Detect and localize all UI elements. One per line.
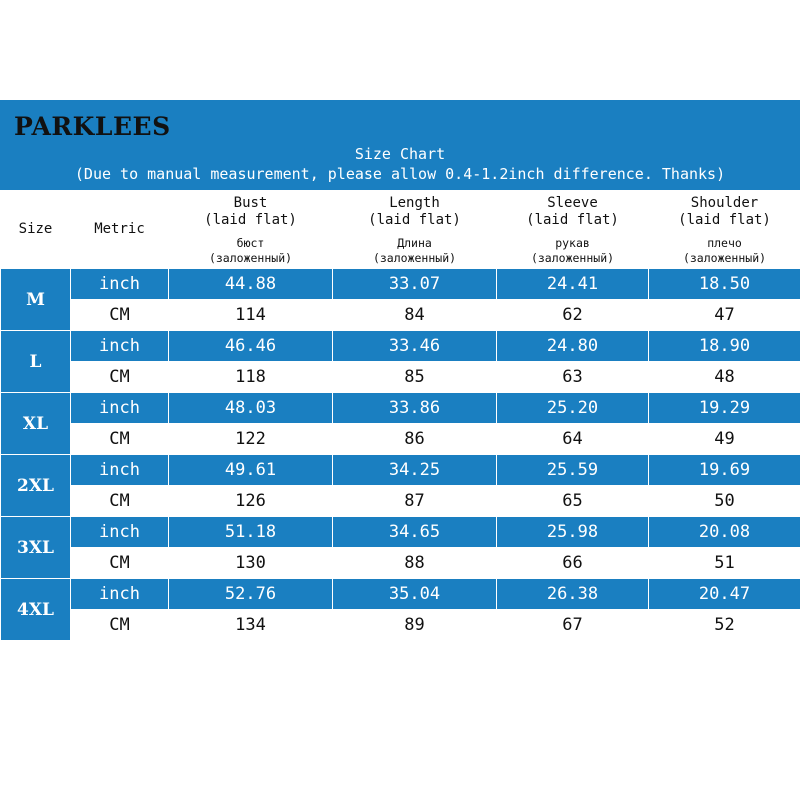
cell-bust-inch: 52.76 bbox=[169, 579, 333, 610]
col-header-size: Size bbox=[1, 191, 71, 269]
row-metric-cm: CM bbox=[71, 610, 169, 641]
row-size-label: M bbox=[1, 269, 71, 331]
table-row bbox=[1, 393, 800, 424]
table-row bbox=[1, 455, 800, 486]
col-header-shoulder-en2: (laid flat) bbox=[678, 212, 771, 228]
col-header-length-en2: (laid flat) bbox=[368, 212, 461, 228]
row-size-label: XL bbox=[1, 393, 71, 455]
col-subheader-length-ru2: (заложенный) bbox=[372, 251, 457, 265]
col-subheader-sleeve-ru2: (заложенный) bbox=[530, 251, 615, 265]
row-metric-cm: CM bbox=[71, 362, 169, 393]
chart-note: (Due to manual measurement, please allow 0.4-1.2inch difference. Thanks) bbox=[74, 165, 726, 183]
cell-length-inch: 34.25 bbox=[333, 455, 497, 486]
cell-sleeve-cm: 66 bbox=[497, 548, 649, 579]
cell-sleeve-cm: 65 bbox=[497, 486, 649, 517]
row-metric-cm: CM bbox=[71, 424, 169, 455]
cell-shoulder-cm: 51 bbox=[649, 548, 800, 579]
cell-sleeve-inch: 25.98 bbox=[497, 517, 649, 548]
cell-sleeve-cm: 67 bbox=[497, 610, 649, 641]
chart-title: Size Chart bbox=[354, 145, 446, 163]
row-metric-cm: CM bbox=[71, 486, 169, 517]
cell-bust-inch: 48.03 bbox=[169, 393, 333, 424]
col-subheader-length bbox=[333, 234, 497, 269]
row-metric-inch: inch bbox=[71, 331, 169, 362]
cell-sleeve-cm: 64 bbox=[497, 424, 649, 455]
col-subheader-sleeve bbox=[497, 234, 649, 269]
cell-sleeve-inch: 24.41 bbox=[497, 269, 649, 300]
cell-shoulder-cm: 47 bbox=[649, 300, 800, 331]
cell-bust-inch: 44.88 bbox=[169, 269, 333, 300]
cell-shoulder-inch: 18.90 bbox=[649, 331, 800, 362]
table-row bbox=[1, 548, 800, 579]
table-row bbox=[1, 331, 800, 362]
col-header-sleeve bbox=[497, 191, 649, 234]
row-size-label: L bbox=[1, 331, 71, 393]
cell-length-cm: 87 bbox=[333, 486, 497, 517]
row-metric-cm: CM bbox=[71, 548, 169, 579]
col-header-length-en: Length bbox=[389, 195, 440, 211]
cell-bust-inch: 46.46 bbox=[169, 331, 333, 362]
cell-shoulder-cm: 48 bbox=[649, 362, 800, 393]
cell-length-cm: 89 bbox=[333, 610, 497, 641]
cell-length-inch: 33.07 bbox=[333, 269, 497, 300]
size-chart-table bbox=[0, 190, 800, 641]
cell-bust-cm: 126 bbox=[169, 486, 333, 517]
col-subheader-bust-ru1: бюст bbox=[236, 236, 265, 250]
cell-shoulder-inch: 20.47 bbox=[649, 579, 800, 610]
col-header-length bbox=[333, 191, 497, 234]
cell-shoulder-inch: 18.50 bbox=[649, 269, 800, 300]
cell-length-cm: 85 bbox=[333, 362, 497, 393]
cell-length-inch: 33.46 bbox=[333, 331, 497, 362]
chart-title-block bbox=[0, 144, 800, 184]
col-subheader-length-ru1: Длина bbox=[397, 236, 432, 250]
col-header-sleeve-en: Sleeve bbox=[547, 195, 598, 211]
cell-bust-cm: 114 bbox=[169, 300, 333, 331]
cell-length-inch: 33.86 bbox=[333, 393, 497, 424]
table-row bbox=[1, 269, 800, 300]
col-header-sleeve-en2: (laid flat) bbox=[526, 212, 619, 228]
cell-shoulder-cm: 52 bbox=[649, 610, 800, 641]
col-header-bust-en: Bust bbox=[233, 195, 268, 211]
col-subheader-shoulder-ru2: (заложенный) bbox=[682, 251, 767, 265]
col-header-metric: Metric bbox=[71, 191, 169, 269]
col-subheader-sleeve-ru1: рукав bbox=[555, 236, 590, 250]
cell-shoulder-cm: 50 bbox=[649, 486, 800, 517]
col-subheader-shoulder-ru1: плечо bbox=[707, 236, 742, 250]
row-size-label: 3XL bbox=[1, 517, 71, 579]
cell-bust-cm: 130 bbox=[169, 548, 333, 579]
row-metric-inch: inch bbox=[71, 269, 169, 300]
row-metric-inch: inch bbox=[71, 579, 169, 610]
table-header-row bbox=[1, 191, 800, 234]
col-subheader-bust-ru2: (заложенный) bbox=[208, 251, 293, 265]
cell-bust-inch: 49.61 bbox=[169, 455, 333, 486]
cell-length-inch: 35.04 bbox=[333, 579, 497, 610]
cell-length-cm: 84 bbox=[333, 300, 497, 331]
table-row bbox=[1, 517, 800, 548]
cell-bust-cm: 122 bbox=[169, 424, 333, 455]
cell-shoulder-inch: 20.08 bbox=[649, 517, 800, 548]
table-row bbox=[1, 300, 800, 331]
cell-shoulder-inch: 19.29 bbox=[649, 393, 800, 424]
table-row bbox=[1, 486, 800, 517]
cell-sleeve-cm: 62 bbox=[497, 300, 649, 331]
cell-length-cm: 88 bbox=[333, 548, 497, 579]
col-header-shoulder-en: Shoulder bbox=[690, 195, 759, 211]
table-row bbox=[1, 424, 800, 455]
table-row bbox=[1, 579, 800, 610]
cell-shoulder-inch: 19.69 bbox=[649, 455, 800, 486]
col-subheader-bust bbox=[169, 234, 333, 269]
row-size-label: 2XL bbox=[1, 455, 71, 517]
cell-sleeve-inch: 25.20 bbox=[497, 393, 649, 424]
cell-bust-inch: 51.18 bbox=[169, 517, 333, 548]
col-header-bust bbox=[169, 191, 333, 234]
cell-sleeve-inch: 24.80 bbox=[497, 331, 649, 362]
table-row bbox=[1, 610, 800, 641]
row-metric-inch: inch bbox=[71, 393, 169, 424]
col-subheader-shoulder bbox=[649, 234, 800, 269]
cell-length-inch: 34.65 bbox=[333, 517, 497, 548]
cell-sleeve-inch: 26.38 bbox=[497, 579, 649, 610]
col-header-shoulder bbox=[649, 191, 800, 234]
row-metric-inch: inch bbox=[71, 455, 169, 486]
cell-length-cm: 86 bbox=[333, 424, 497, 455]
row-metric-cm: CM bbox=[71, 300, 169, 331]
cell-bust-cm: 134 bbox=[169, 610, 333, 641]
table-row bbox=[1, 362, 800, 393]
cell-sleeve-inch: 25.59 bbox=[497, 455, 649, 486]
col-header-bust-en2: (laid flat) bbox=[204, 212, 297, 228]
row-size-label: 4XL bbox=[1, 579, 71, 641]
brand-logo: PARKLEES bbox=[14, 112, 171, 141]
row-metric-inch: inch bbox=[71, 517, 169, 548]
cell-shoulder-cm: 49 bbox=[649, 424, 800, 455]
cell-sleeve-cm: 63 bbox=[497, 362, 649, 393]
cell-bust-cm: 118 bbox=[169, 362, 333, 393]
